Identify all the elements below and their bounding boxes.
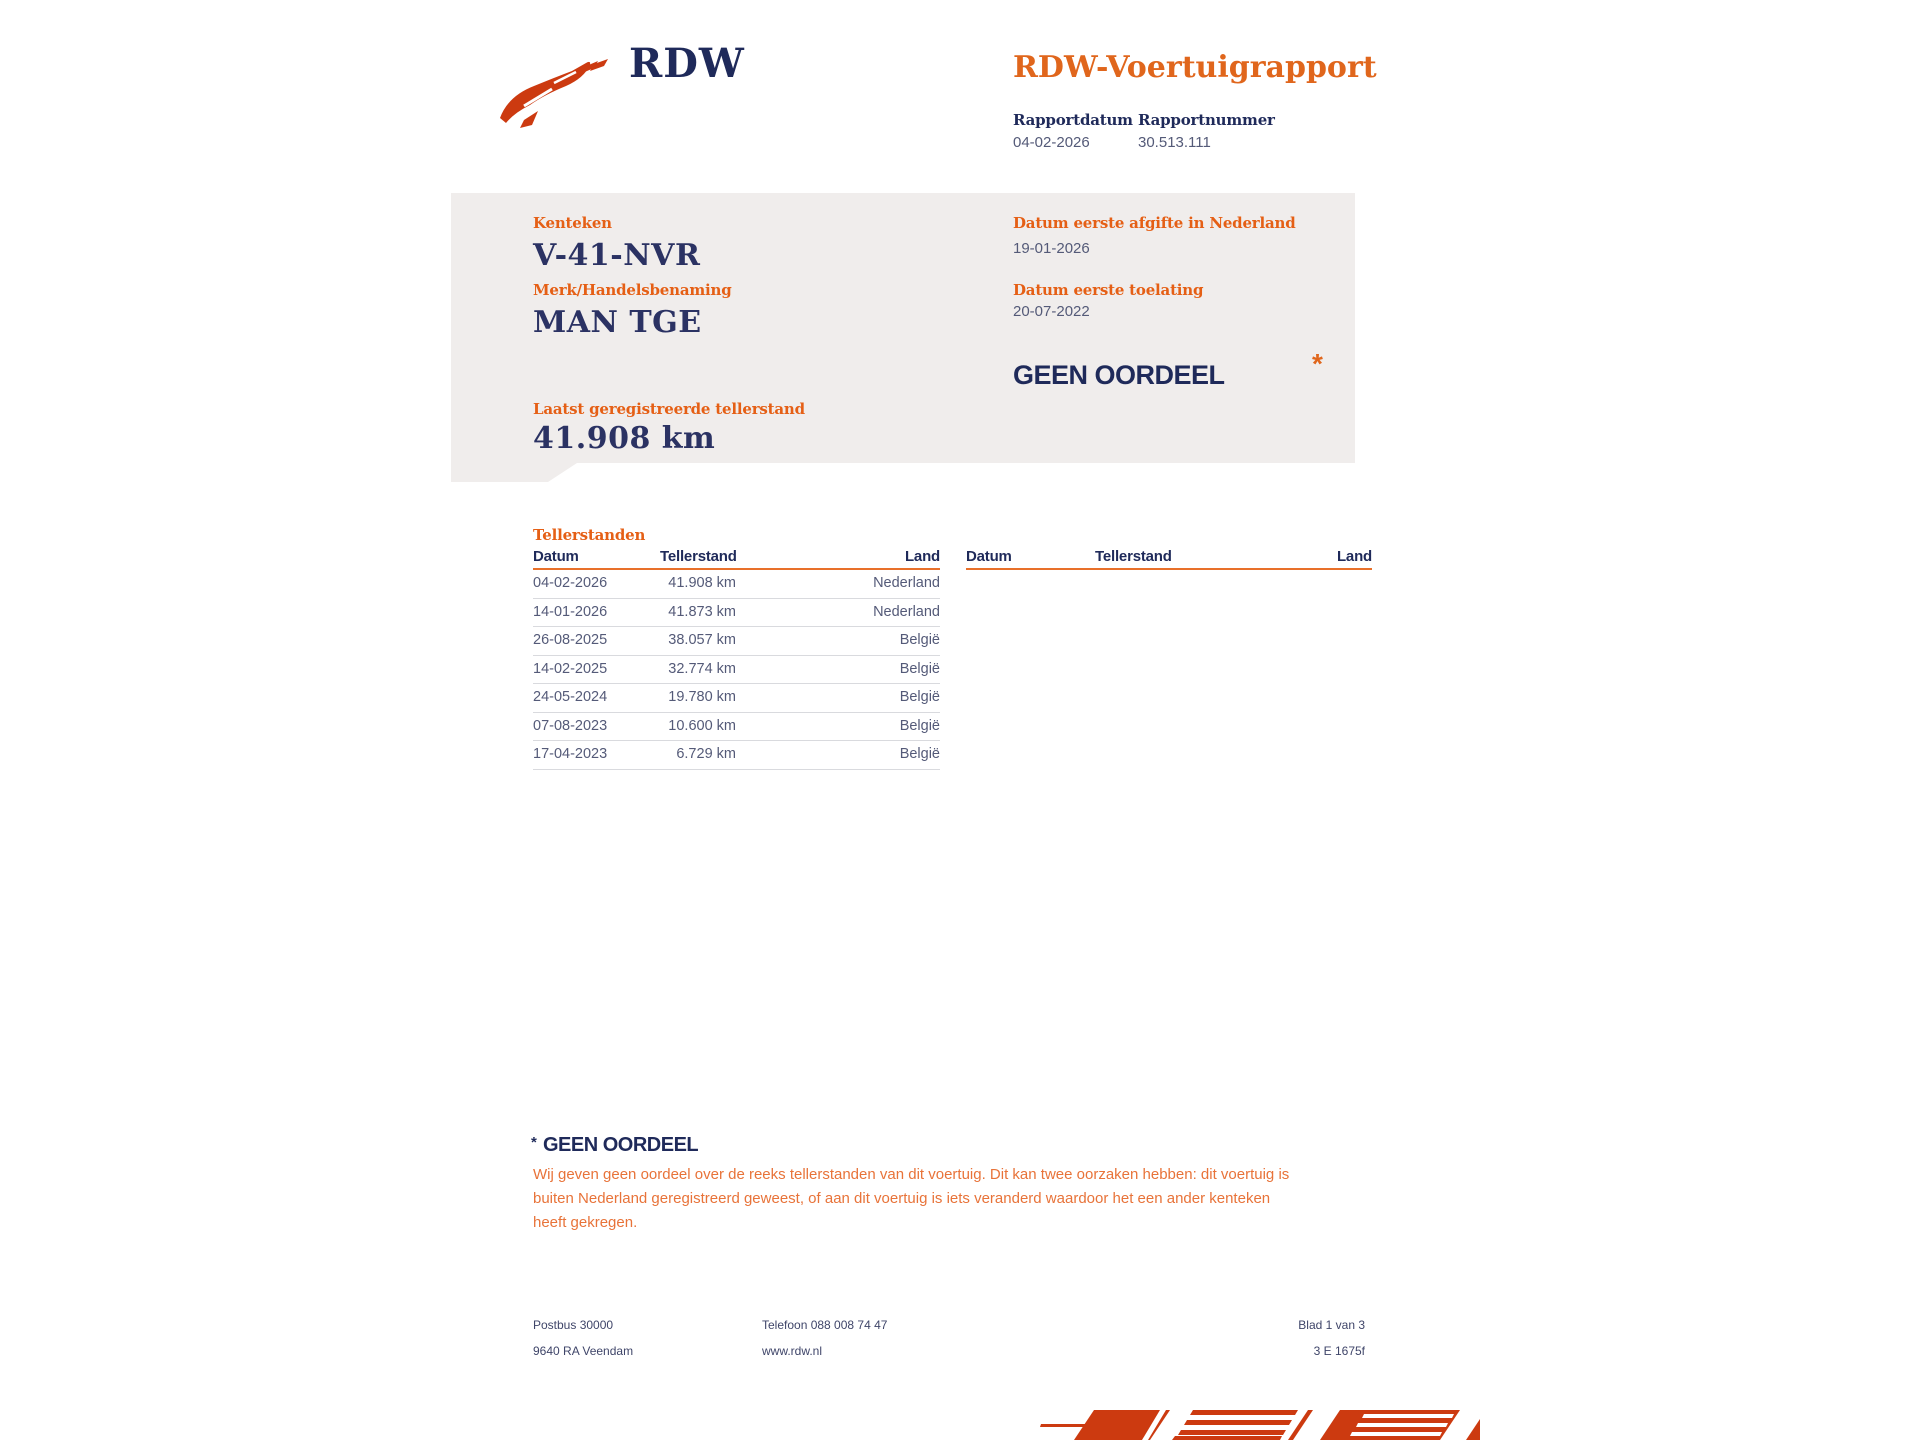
verdict-asterisk: * bbox=[1312, 348, 1323, 379]
merk-label: Merk/Handelsbenaming bbox=[533, 281, 732, 299]
report-number-value: 30.513.111 bbox=[1138, 134, 1211, 151]
footer-form-code: 3 E 1675f bbox=[1313, 1344, 1365, 1358]
column-header-tellerstand: Tellerstand bbox=[1095, 548, 1172, 565]
row-tellerstand: 41.873 km bbox=[668, 603, 736, 620]
tellerstand-row bbox=[533, 713, 940, 742]
row-tellerstand: 41.908 km bbox=[668, 575, 736, 591]
row-land: België bbox=[899, 746, 940, 762]
afgifte-value: 19-01-2026 bbox=[1013, 240, 1090, 257]
row-datum: 04-02-2026 bbox=[533, 575, 608, 591]
footer-phone: Telefoon 088 008 74 47 bbox=[762, 1318, 888, 1332]
toelating-value: 20-07-2022 bbox=[1013, 303, 1090, 320]
row-tellerstand: 38.057 km bbox=[668, 632, 736, 648]
tellerstand-row bbox=[533, 627, 940, 656]
merk-value: MAN TGE bbox=[533, 305, 702, 340]
row-land: Nederland bbox=[873, 575, 940, 591]
rdw-feather-icon bbox=[496, 58, 614, 132]
note-body-line: buiten Nederland geregistreerd geweest, of aan dit voertuig is iets veranderd waardoor het een ander kenteken bbox=[533, 1190, 1271, 1207]
row-datum: 26-08-2025 bbox=[533, 632, 608, 648]
table-header-row bbox=[966, 548, 1372, 570]
row-datum: 14-02-2025 bbox=[533, 660, 608, 677]
column-header-datum: Datum bbox=[533, 548, 579, 565]
tellerstand-row bbox=[533, 570, 940, 599]
footer-address-line1: Postbus 30000 bbox=[533, 1318, 614, 1332]
note-body bbox=[533, 1163, 1333, 1235]
tellerstand-label: Laatst geregistreerde tellerstand bbox=[533, 400, 805, 418]
tellerstanden-section-title: Tellerstanden bbox=[533, 526, 646, 544]
note-title: GEEN OORDEEL bbox=[543, 1134, 699, 1156]
tellerstand-row bbox=[533, 656, 940, 685]
tellerstand-row bbox=[533, 599, 940, 628]
rdw-stripe-pattern-icon bbox=[1030, 1398, 1480, 1440]
note-body-line: heeft gekregen. bbox=[533, 1214, 638, 1231]
column-header-land: Land bbox=[1336, 548, 1372, 565]
row-land: België bbox=[899, 632, 940, 648]
report-date-value: 04-02-2026 bbox=[1013, 134, 1090, 151]
kenteken-value: V-41-NVR bbox=[533, 238, 701, 273]
note-body-line: Wij geven geen oordeel over de reeks tellerstanden van dit voertuig. Dit kan twee oorzaken hebben: dit voertuig is bbox=[533, 1166, 1290, 1183]
row-tellerstand: 19.780 km bbox=[668, 689, 736, 705]
row-land: België bbox=[899, 660, 940, 677]
row-tellerstand: 32.774 km bbox=[668, 660, 736, 677]
row-tellerstand: 6.729 km bbox=[676, 746, 736, 762]
afgifte-label: Datum eerste afgifte in Nederland bbox=[1013, 214, 1296, 232]
report-title: RDW-Voertuigrapport bbox=[1013, 50, 1377, 85]
column-header-datum: Datum bbox=[966, 548, 1012, 565]
row-datum: 24-05-2024 bbox=[533, 689, 608, 705]
kenteken-label: Kenteken bbox=[533, 214, 612, 232]
rdw-logo-text: RDW bbox=[629, 40, 745, 87]
report-number-label: Rapportnummer bbox=[1138, 111, 1275, 129]
footer-website: www.rdw.nl bbox=[762, 1344, 823, 1358]
row-land: België bbox=[899, 717, 940, 734]
tellerstanden-table-left bbox=[533, 548, 940, 770]
table-header-row bbox=[533, 548, 940, 570]
footer-page-indicator: Blad 1 van 3 bbox=[1298, 1318, 1365, 1332]
table-body bbox=[533, 570, 940, 770]
row-datum: 14-01-2026 bbox=[533, 603, 608, 620]
row-tellerstand: 10.600 km bbox=[668, 717, 736, 734]
row-datum: 17-04-2023 bbox=[533, 746, 608, 762]
tellerstand-row bbox=[533, 741, 940, 770]
note-asterisk: * bbox=[531, 1134, 537, 1151]
verdict-text: GEEN OORDEEL bbox=[1013, 360, 1225, 390]
tellerstand-row bbox=[533, 684, 940, 713]
row-land: België bbox=[899, 689, 940, 705]
tellerstanden-table-right bbox=[966, 548, 1372, 570]
column-header-land: Land bbox=[904, 548, 940, 565]
row-datum: 07-08-2023 bbox=[533, 717, 608, 734]
toelating-label: Datum eerste toelating bbox=[1013, 281, 1204, 299]
column-header-tellerstand: Tellerstand bbox=[660, 548, 737, 565]
row-land: Nederland bbox=[873, 603, 940, 620]
footer-address-line2: 9640 RA Veendam bbox=[533, 1344, 634, 1358]
report-date-label: Rapportdatum bbox=[1013, 111, 1133, 129]
tellerstand-value: 41.908 km bbox=[533, 421, 716, 456]
